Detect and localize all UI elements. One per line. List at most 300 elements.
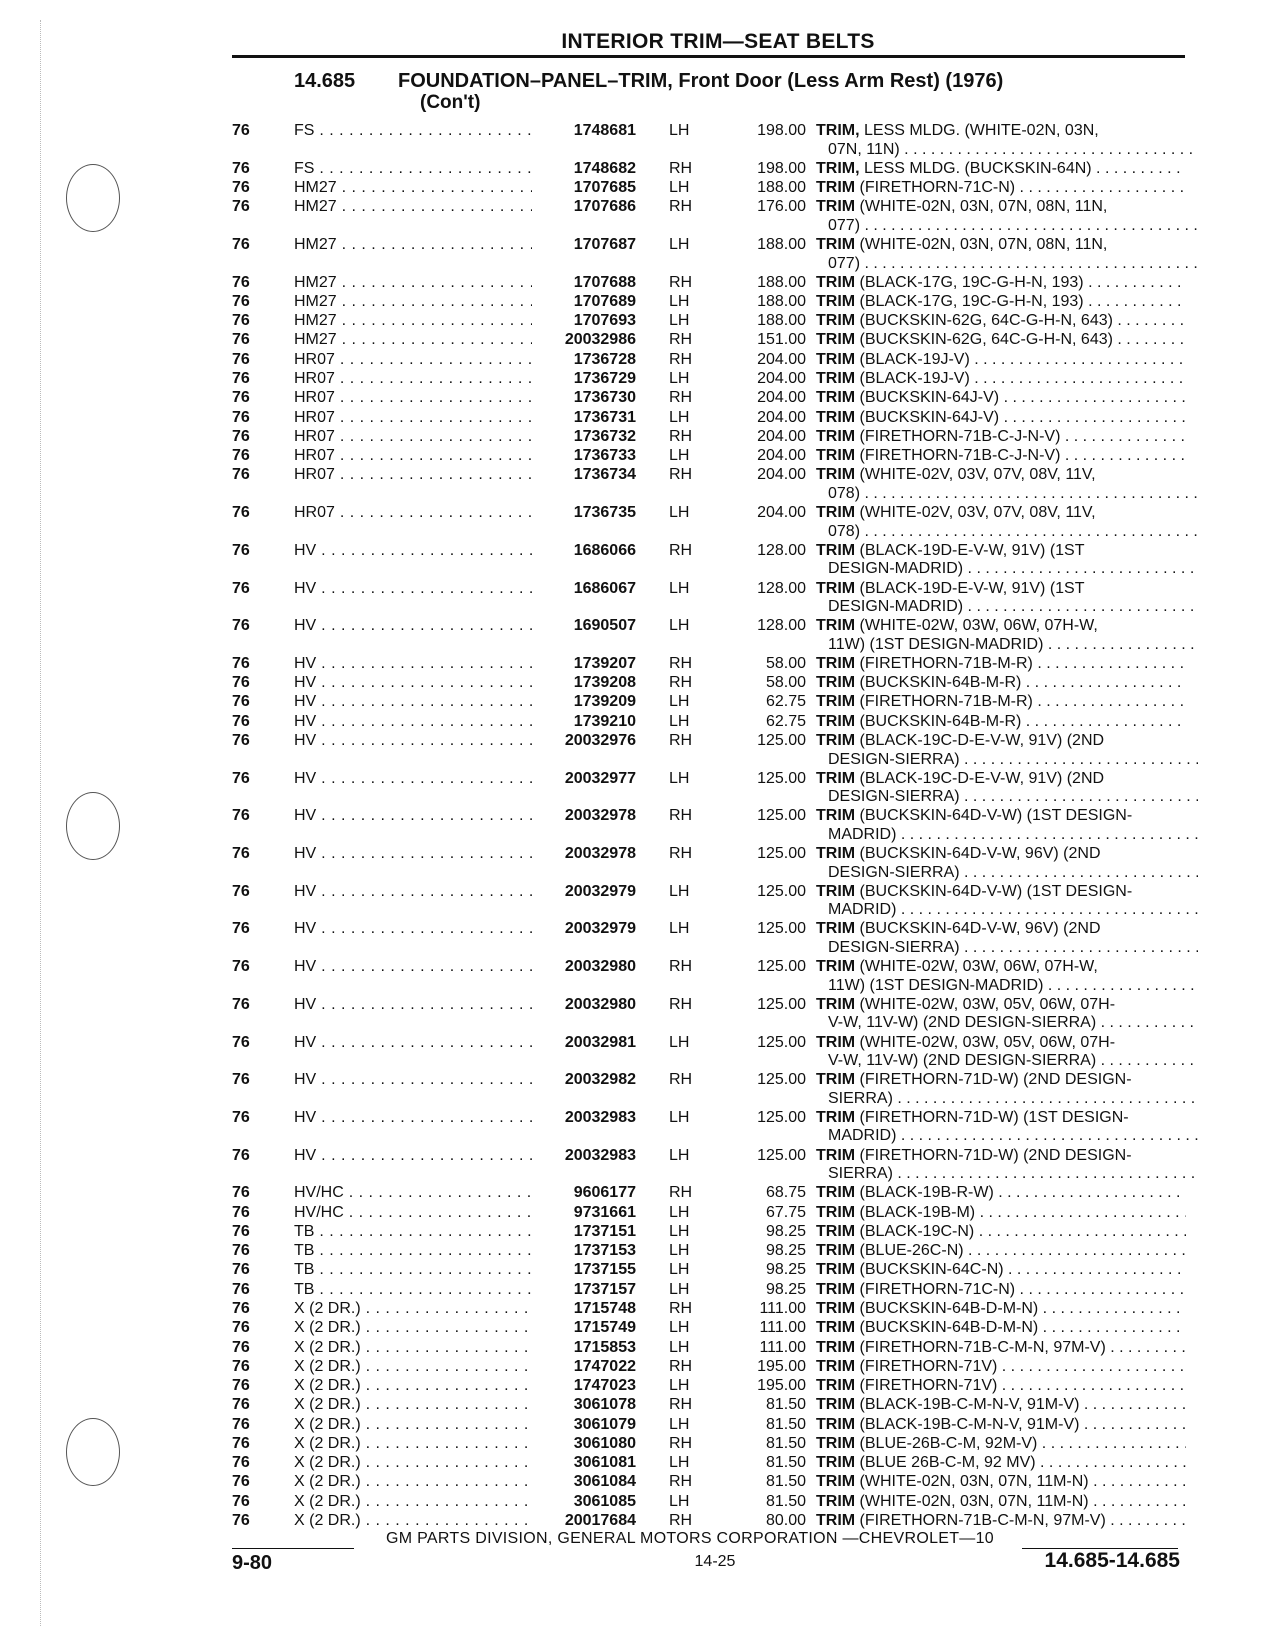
description-line: TRIM (BLUE-26C-N) . . .	[816, 1242, 1186, 1261]
table-row	[232, 1147, 1185, 1184]
footer-rule-left	[232, 1548, 354, 1549]
row-part-number: 9606177	[532, 1184, 636, 1203]
row-side: LH	[669, 312, 690, 330]
row-year: 76	[232, 732, 250, 749]
description-line: V-W, 11V-W) (2ND DESIGN-SIERRA) . . .	[816, 1014, 1198, 1033]
row-description	[816, 732, 1185, 769]
row-model: HV . . .	[294, 617, 594, 636]
row-year: 76	[232, 1261, 250, 1279]
row-part-number: 1737153	[532, 1242, 636, 1261]
row-model: HR07 . . .	[294, 466, 594, 485]
description-line: TRIM (BUCKSKIN-64B-D-M-N) . . .	[816, 1319, 1186, 1338]
description-line: TRIM (WHITE-02N, 03N, 07N, 11M-N) . . .	[816, 1473, 1186, 1492]
description-line: TRIM (BLACK-19C-D-E-V-W, 91V) (2ND	[816, 769, 1105, 787]
row-description	[816, 1358, 1185, 1377]
table-row	[232, 1416, 1185, 1435]
row-description	[816, 409, 1185, 428]
row-description	[816, 1454, 1185, 1473]
description-line: TRIM (BUCKSKIN-64J-V) . . .	[816, 389, 1186, 408]
description-line: DESIGN-SIERRA) . . .	[816, 939, 1198, 958]
row-side: LH	[669, 1222, 690, 1240]
row-model: TB . . .	[294, 1223, 594, 1242]
row-model: HV . . .	[294, 920, 594, 939]
row-description	[816, 1261, 1185, 1280]
row-price: 81.50	[765, 1415, 806, 1433]
table-row	[232, 409, 1185, 428]
row-price: 188.00	[757, 312, 806, 330]
row-side: LH	[669, 1203, 690, 1221]
row-description	[816, 617, 1185, 654]
table-row	[232, 674, 1185, 693]
description-line: TRIM (BUCKSKIN-64J-V) . . .	[816, 409, 1186, 428]
description-line: TRIM (FIRETHORN-71C-N) . . .	[816, 1281, 1186, 1300]
row-model: X (2 DR.) . . .	[294, 1454, 594, 1473]
row-part-number: 20032980	[532, 958, 636, 977]
row-part-number: 1690507	[532, 617, 636, 636]
row-year: 76	[232, 408, 250, 426]
row-price: 188.00	[757, 235, 806, 253]
table-row	[232, 1204, 1185, 1223]
row-year: 76	[232, 235, 250, 253]
row-price: 81.50	[765, 1434, 806, 1452]
row-part-number: 3061084	[532, 1473, 636, 1492]
row-side: RH	[669, 1184, 693, 1202]
row-side: LH	[669, 579, 690, 597]
row-part-number: 20032978	[532, 845, 636, 864]
row-model: HV . . .	[294, 693, 594, 712]
description-line: TRIM (WHITE-02V, 03V, 07V, 08V, 11V,	[816, 466, 1096, 484]
row-year: 76	[232, 1434, 250, 1452]
row-model: TB . . .	[294, 1281, 594, 1300]
description-line: 078) . . .	[816, 523, 1198, 542]
row-part-number: 1707686	[532, 198, 636, 217]
row-year: 76	[232, 292, 250, 310]
row-price: 195.00	[757, 1377, 806, 1395]
row-model: X (2 DR.) . . .	[294, 1473, 594, 1492]
table-row	[232, 1261, 1185, 1280]
row-description	[816, 1416, 1185, 1435]
row-part-number: 20032979	[532, 883, 636, 902]
description-line: TRIM (BUCKSKIN-64D-V-W) (1ST DESIGN-	[816, 807, 1133, 825]
table-row	[232, 236, 1185, 273]
row-model: X (2 DR.) . . .	[294, 1358, 594, 1377]
row-price: 125.00	[757, 732, 806, 749]
description-line: TRIM (BLACK-19D-E-V-W, 91V) (1ST	[816, 541, 1085, 559]
row-description	[816, 1242, 1185, 1261]
row-year: 76	[232, 654, 250, 672]
description-line: TRIM (FIRETHORN-71D-W) (1ST DESIGN-	[816, 1108, 1129, 1126]
row-year: 76	[232, 1071, 250, 1089]
table-row	[232, 389, 1185, 408]
section-continued: (Con't)	[420, 92, 481, 113]
row-price: 204.00	[757, 408, 806, 426]
row-price: 81.50	[765, 1473, 806, 1491]
row-price: 81.50	[765, 1492, 806, 1510]
row-year: 76	[232, 273, 250, 291]
table-row	[232, 428, 1185, 447]
row-year: 76	[232, 350, 250, 368]
table-row	[232, 1396, 1185, 1415]
row-price: 62.75	[765, 712, 806, 730]
row-year: 76	[232, 712, 250, 730]
row-part-number: 1736731	[532, 409, 636, 428]
row-part-number: 1747022	[532, 1358, 636, 1377]
row-side: LH	[669, 408, 690, 426]
row-description	[816, 1473, 1185, 1492]
row-side: LH	[669, 617, 690, 635]
row-year: 76	[232, 1222, 250, 1240]
row-side: LH	[669, 1242, 690, 1260]
row-model: HM27 . . .	[294, 274, 594, 293]
row-model: X (2 DR.) . . .	[294, 1416, 594, 1435]
row-description	[816, 1396, 1185, 1415]
row-part-number: 3061081	[532, 1454, 636, 1473]
description-line: TRIM (BLACK-19D-E-V-W, 91V) (1ST	[816, 579, 1085, 597]
description-line: DESIGN-MADRID) . . .	[816, 560, 1198, 579]
row-side: LH	[669, 1146, 690, 1164]
table-row	[232, 331, 1185, 350]
row-side: LH	[669, 1415, 690, 1433]
row-part-number: 1739209	[532, 693, 636, 712]
row-model: HV . . .	[294, 1071, 594, 1090]
row-part-number: 1707687	[532, 236, 636, 255]
row-year: 76	[232, 1184, 250, 1202]
row-part-number: 3061080	[532, 1435, 636, 1454]
description-line: 11W) (1ST DESIGN-MADRID) . . .	[816, 977, 1198, 996]
row-description	[816, 1071, 1185, 1108]
row-part-number: 1736729	[532, 370, 636, 389]
row-year: 76	[232, 389, 250, 407]
row-price: 98.25	[765, 1280, 806, 1298]
table-row	[232, 293, 1185, 312]
table-row	[232, 179, 1185, 198]
row-description	[816, 1281, 1185, 1300]
description-line: TRIM (BUCKSKIN-64B-M-R) . . .	[816, 674, 1186, 693]
description-line: TRIM (WHITE-02N, 03N, 07N, 08N, 11N,	[816, 198, 1108, 216]
row-part-number: 1707689	[532, 293, 636, 312]
description-line: TRIM, LESS MLDG. (WHITE-02N, 03N,	[816, 122, 1099, 139]
table-row	[232, 1339, 1185, 1358]
row-year: 76	[232, 1377, 250, 1395]
row-description	[816, 1377, 1185, 1396]
row-part-number: 20032981	[532, 1034, 636, 1053]
row-year: 76	[232, 466, 250, 484]
row-price: 125.00	[757, 995, 806, 1013]
row-side: LH	[669, 920, 690, 938]
row-price: 125.00	[757, 1108, 806, 1126]
description-line: TRIM (BLACK-19J-V) . . .	[816, 370, 1186, 389]
row-side: RH	[669, 331, 693, 349]
description-line: SIERRA) . . .	[816, 1165, 1198, 1184]
row-year: 76	[232, 504, 250, 522]
row-side: RH	[669, 159, 693, 177]
table-row	[232, 1358, 1185, 1377]
table-row	[232, 466, 1185, 503]
row-model: HV . . .	[294, 770, 594, 789]
description-line: TRIM (BUCKSKIN-62G, 64C-G-H-N, 643) . . .	[816, 331, 1186, 350]
row-description	[816, 1109, 1185, 1146]
row-side: RH	[669, 466, 693, 484]
row-part-number: 1715853	[532, 1339, 636, 1358]
table-row	[232, 122, 1185, 159]
row-year: 76	[232, 1299, 250, 1317]
row-part-number: 1739210	[532, 713, 636, 732]
description-line: TRIM (FIRETHORN-71V) . . .	[816, 1377, 1186, 1396]
row-description	[816, 845, 1185, 882]
description-line: TRIM (FIRETHORN-71B-M-R) . . .	[816, 655, 1186, 674]
description-line: TRIM (BLACK-19C-N) . . .	[816, 1223, 1186, 1242]
row-model: X (2 DR.) . . .	[294, 1300, 594, 1319]
table-row	[232, 845, 1185, 882]
row-model: TB . . .	[294, 1242, 594, 1261]
row-description	[816, 274, 1185, 293]
table-row	[232, 580, 1185, 617]
row-year: 76	[232, 617, 250, 635]
row-model: HR07 . . .	[294, 428, 594, 447]
row-description	[816, 370, 1185, 389]
row-year: 76	[232, 579, 250, 597]
description-line: TRIM (FIRETHORN-71V) . . .	[816, 1358, 1186, 1377]
table-row	[232, 160, 1185, 179]
row-description	[816, 179, 1185, 198]
row-part-number: 1736732	[532, 428, 636, 447]
row-part-number: 20032978	[532, 807, 636, 826]
row-price: 125.00	[757, 920, 806, 938]
section-title: FOUNDATION–PANEL–TRIM, Front Door (Less Arm Rest) (1976)	[398, 70, 1004, 92]
row-model: HR07 . . .	[294, 504, 594, 523]
row-part-number: 20032979	[532, 920, 636, 939]
row-part-number: 1737157	[532, 1281, 636, 1300]
description-line: TRIM (FIRETHORN-71B-M-R) . . .	[816, 693, 1186, 712]
row-part-number: 3061079	[532, 1416, 636, 1435]
row-side: RH	[669, 389, 693, 407]
row-part-number: 1736735	[532, 504, 636, 523]
row-year: 76	[232, 1203, 250, 1221]
table-row	[232, 1281, 1185, 1300]
description-line: TRIM (BLACK-19B-C-M-N-V, 91M-V) . . .	[816, 1416, 1186, 1435]
row-year: 76	[232, 447, 250, 465]
row-description	[816, 312, 1185, 331]
table-row	[232, 958, 1185, 995]
table-row	[232, 693, 1185, 712]
row-price: 204.00	[757, 466, 806, 484]
row-description	[816, 331, 1185, 350]
row-description	[816, 351, 1185, 370]
table-row	[232, 655, 1185, 674]
row-part-number: 1737151	[532, 1223, 636, 1242]
row-model: HM27 . . .	[294, 236, 594, 255]
description-line: TRIM (BLACK-17G, 19C-G-H-N, 193) . . .	[816, 274, 1186, 293]
table-row	[232, 1109, 1185, 1146]
description-line: 11W) (1ST DESIGN-MADRID) . . .	[816, 636, 1198, 655]
row-price: 81.50	[765, 1454, 806, 1472]
table-row	[232, 1071, 1185, 1108]
row-side: RH	[669, 1299, 693, 1317]
row-price: 198.00	[757, 122, 806, 139]
row-side: RH	[669, 958, 693, 976]
row-description	[816, 1184, 1185, 1203]
row-side: LH	[669, 178, 690, 196]
row-side: RH	[669, 350, 693, 368]
row-side: LH	[669, 1033, 690, 1051]
row-price: 80.00	[765, 1512, 806, 1530]
row-model: HM27 . . .	[294, 198, 594, 217]
row-description	[816, 1512, 1185, 1531]
row-description	[816, 1034, 1185, 1071]
description-line: TRIM (BUCKSKIN-64B-D-M-N) . . .	[816, 1300, 1186, 1319]
row-description	[816, 713, 1185, 732]
row-description	[816, 1435, 1185, 1454]
row-model: X (2 DR.) . . .	[294, 1396, 594, 1415]
description-line: 077) . . .	[816, 255, 1198, 274]
row-model: FS . . .	[294, 122, 594, 141]
row-side: RH	[669, 845, 693, 863]
table-row	[232, 920, 1185, 957]
row-part-number: 1686066	[532, 542, 636, 561]
row-price: 188.00	[757, 178, 806, 196]
table-row	[232, 351, 1185, 370]
row-description	[816, 122, 1185, 159]
description-line: MADRID) . . .	[816, 1127, 1198, 1146]
row-side: LH	[669, 712, 690, 730]
table-row	[232, 274, 1185, 293]
row-year: 76	[232, 1280, 250, 1298]
table-row	[232, 312, 1185, 331]
row-price: 128.00	[757, 579, 806, 597]
row-year: 76	[232, 958, 250, 976]
row-price: 125.00	[757, 769, 806, 787]
row-price: 204.00	[757, 370, 806, 388]
row-year: 76	[232, 693, 250, 711]
row-model: HM27 . . .	[294, 179, 594, 198]
row-side: LH	[669, 1454, 690, 1472]
description-line: TRIM (FIRETHORN-71C-N) . . .	[816, 179, 1186, 198]
row-model: HV/HC . . .	[294, 1204, 594, 1223]
table-row	[232, 1512, 1185, 1531]
row-side: RH	[669, 1512, 693, 1530]
row-model: HR07 . . .	[294, 447, 594, 466]
table-row	[232, 996, 1185, 1033]
row-model: HV . . .	[294, 1034, 594, 1053]
row-price: 67.75	[765, 1203, 806, 1221]
row-description	[816, 1319, 1185, 1338]
row-side: LH	[669, 1280, 690, 1298]
row-model: HV . . .	[294, 1147, 594, 1166]
row-year: 76	[232, 1146, 250, 1164]
section-heading	[294, 70, 1003, 93]
description-line: TRIM (FIRETHORN-71B-C-M-N, 97M-V) . . .	[816, 1512, 1186, 1531]
row-model: HR07 . . .	[294, 370, 594, 389]
row-model: HV . . .	[294, 542, 594, 561]
row-side: LH	[669, 693, 690, 711]
row-model: HV . . .	[294, 674, 594, 693]
table-row	[232, 447, 1185, 466]
table-row	[232, 713, 1185, 732]
table-row	[232, 1223, 1185, 1242]
table-row	[232, 770, 1185, 807]
row-side: RH	[669, 1071, 693, 1089]
row-price: 128.00	[757, 617, 806, 635]
row-price: 204.00	[757, 350, 806, 368]
description-line: TRIM (WHITE-02N, 03N, 07N, 08N, 11N,	[816, 235, 1108, 253]
row-description	[816, 236, 1185, 273]
table-row	[232, 732, 1185, 769]
row-part-number: 9731661	[532, 1204, 636, 1223]
description-line: TRIM (FIRETHORN-71B-C-M-N, 97M-V) . . .	[816, 1339, 1186, 1358]
table-row	[232, 1319, 1185, 1338]
row-year: 76	[232, 1338, 250, 1356]
footer-page-number: 14-25	[694, 1553, 736, 1570]
description-line: TRIM (BLUE-26B-C-M, 92M-V) . . .	[816, 1435, 1186, 1454]
description-line: TRIM (BLACK-17G, 19C-G-H-N, 193) . . .	[816, 293, 1186, 312]
row-description	[816, 920, 1185, 957]
row-model: FS . . .	[294, 160, 594, 179]
punch-hole-middle	[66, 792, 120, 860]
row-price: 58.00	[765, 654, 806, 672]
row-year: 76	[232, 1492, 250, 1510]
row-side: RH	[669, 427, 693, 445]
row-model: HV . . .	[294, 1109, 594, 1128]
row-side: LH	[669, 1108, 690, 1126]
description-line: TRIM (BUCKSKIN-64C-N) . . .	[816, 1261, 1186, 1280]
row-side: LH	[669, 1319, 690, 1337]
row-side: RH	[669, 198, 693, 216]
row-model: X (2 DR.) . . .	[294, 1493, 594, 1512]
row-price: 98.25	[765, 1222, 806, 1240]
row-price: 98.25	[765, 1242, 806, 1260]
row-model: HV . . .	[294, 883, 594, 902]
description-line: MADRID) . . .	[816, 901, 1198, 920]
row-year: 76	[232, 178, 250, 196]
row-model: HV . . .	[294, 845, 594, 864]
footer-date: 9-80	[232, 1552, 273, 1574]
table-row	[232, 617, 1185, 654]
row-price: 204.00	[757, 389, 806, 407]
table-row	[232, 542, 1185, 579]
description-line: TRIM (BLACK-19C-D-E-V-W, 91V) (2ND	[816, 732, 1105, 749]
description-line: V-W, 11V-W) (2ND DESIGN-SIERRA) . . .	[816, 1052, 1198, 1071]
row-model: HV . . .	[294, 996, 594, 1015]
row-part-number: 20017684	[532, 1512, 636, 1531]
row-side: LH	[669, 882, 690, 900]
row-part-number: 1748681	[532, 122, 636, 141]
row-side: LH	[669, 769, 690, 787]
row-side: LH	[669, 1377, 690, 1395]
row-model: HM27 . . .	[294, 293, 594, 312]
row-part-number: 3061078	[532, 1396, 636, 1415]
row-description	[816, 770, 1185, 807]
row-model: TB . . .	[294, 1261, 594, 1280]
row-part-number: 1736734	[532, 466, 636, 485]
row-part-number: 1747023	[532, 1377, 636, 1396]
description-line: TRIM (WHITE-02N, 03N, 07N, 11M-N) . . .	[816, 1493, 1186, 1512]
description-line: TRIM (BUCKSKIN-64D-V-W, 96V) (2ND	[816, 845, 1101, 863]
row-description	[816, 389, 1185, 408]
description-line: TRIM (BUCKSKIN-64B-M-R) . . .	[816, 713, 1186, 732]
row-price: 125.00	[757, 807, 806, 825]
row-price: 125.00	[757, 845, 806, 863]
description-line: 07N, 11N) . . .	[816, 141, 1198, 160]
row-description	[816, 1300, 1185, 1319]
row-side: RH	[669, 273, 693, 291]
row-description	[816, 1223, 1185, 1242]
row-model: X (2 DR.) . . .	[294, 1377, 594, 1396]
row-description	[816, 542, 1185, 579]
row-part-number: 1707685	[532, 179, 636, 198]
description-line: MADRID) . . .	[816, 826, 1198, 845]
row-description	[816, 293, 1185, 312]
row-part-number: 1737155	[532, 1261, 636, 1280]
